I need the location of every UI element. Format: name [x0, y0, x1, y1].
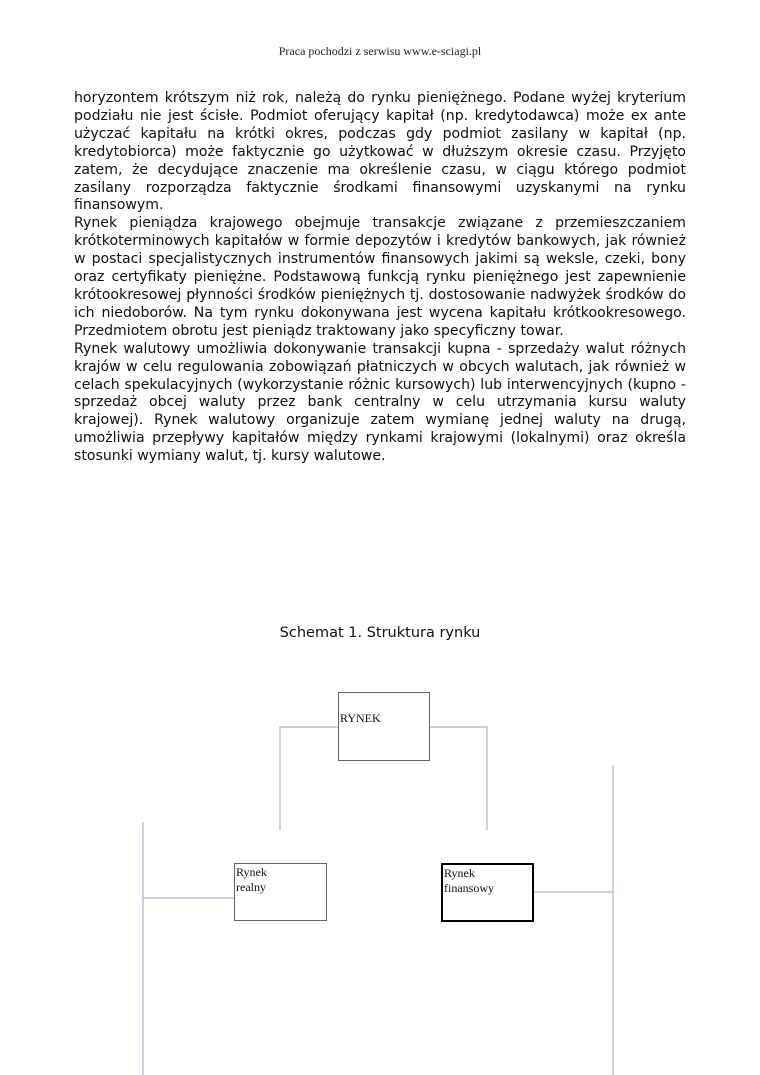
box-rynek-realny — [234, 863, 327, 921]
connector-root-right — [430, 727, 487, 830]
connector-root-left — [280, 727, 339, 830]
diagram-caption: Schemat 1. Struktura rynku — [279, 625, 481, 641]
paragraph-3: Rynek walutowy umożliwia dokonywanie transakcji kupna - sprzedaży walut różnych krajów w celu regulowania zobowiązań płatniczych w obcych walutach, jak również w celach spekulacyjnych (wykorzystanie różnic kursowych) lub interwencyjnych (kupno - sprzedaż obcej waluty przez bank centralny w celu utrzymania kursu waluty krajowej). Rynek walutowy organizuje zatem wymianę jednej waluty na drugą, umożliwia przepływy kapitałów między rynkami krajowymi (lokalnymi) oraz określa stosunki wymiany walut, tj. kursy walutowe. — [74, 340, 686, 465]
box-rynek-finansowy-line2: finansowy — [444, 881, 494, 895]
page-header: Praca pochodzi z serwisu www.e-sciagi.pl — [278, 44, 482, 58]
box-rynek-finansowy — [441, 863, 534, 922]
box-rynek — [338, 692, 430, 761]
box-rynek-label: RYNEK — [340, 711, 381, 725]
box-rynek-realny-line2: realny — [236, 880, 266, 894]
paragraph-1: horyzontem krótszym niż rok, należą do rynku pieniężnego. Podane wyżej kryterium podziału nie jest ścisłe. Podmiot oferujący kapitał (np. kredytodawca) może ex ante użyczać kapitału na krótki okres, podczas gdy podmiot zasilany w kapitał (np. kredytobiorca) może faktycznie go użytkować w dłuższym okresie czasu. Przyjęto zatem, że decydujące znaczenie ma określenie czasu, w ciągu którego podmiot zasilany rozporządza faktycznie środkami finansowymi uzyskanymi na rynku finansowym. — [74, 90, 686, 214]
paragraph-2: Rynek pieniądza krajowego obejmuje transakcje związane z przemieszczaniem krótkoterminowych kapitałów w formie depozytów i kredytów bankowych, jak również w postaci specjalistycznych instrumentów finansowych jakimi są weksle, czeki, bony oraz certyfikaty pieniężne. Podstawową funkcją rynku pieniężnego jest zapewnienie krótookresowej płynności środków pieniężnych tj. dostosowanie nadwyżek środków do ich niedoborów. Na tym rynku dokonywana jest wycena kapitału krótkookresowego. Przedmiotem obrotu jest pieniądz traktowany jako specyficzny towar. — [74, 215, 686, 339]
box-rynek-finansowy-line1: Rynek — [444, 866, 475, 880]
box-rynek-realny-line1: Rynek — [236, 865, 267, 879]
